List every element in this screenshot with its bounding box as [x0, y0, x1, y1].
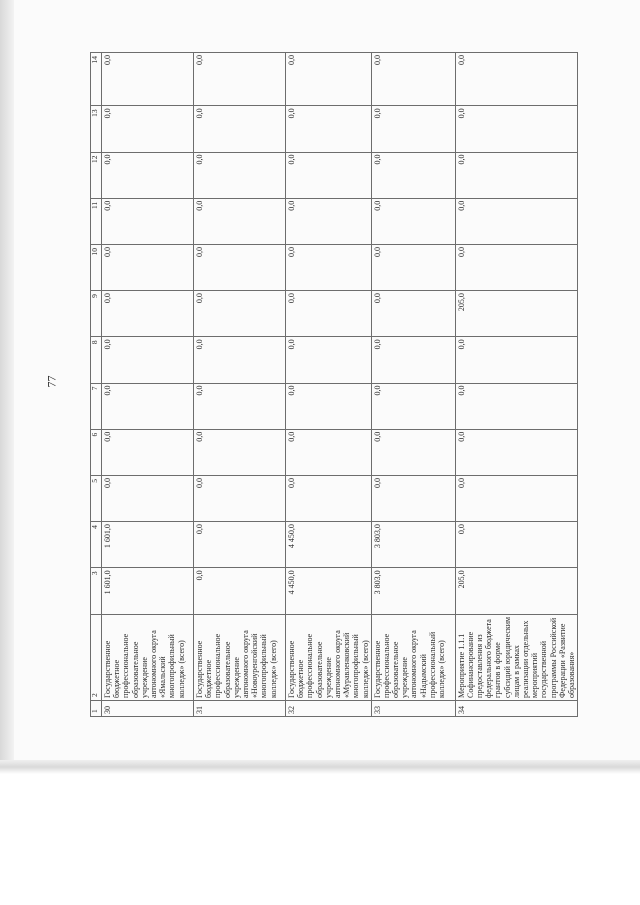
value-cell-col-11: 0,0 [102, 198, 194, 244]
value-cell-col-10: 0,0 [371, 244, 455, 290]
value-cell-col-8: 0,0 [371, 337, 455, 383]
value-cell-col-7: 0,0 [194, 383, 286, 429]
column-number-4: 4 [91, 522, 102, 568]
column-number-13: 13 [91, 106, 102, 152]
row-number: 30 [102, 700, 194, 716]
table-row [102, 53, 194, 717]
column-number-5: 5 [91, 475, 102, 521]
table-row [371, 53, 455, 717]
value-cell-col-4: 1 601,0 [102, 522, 194, 568]
value-cell-col-5: 0,0 [371, 475, 455, 521]
row-name: Государственное бюджетное профессиональное образовательное учреждение автономного округа «Муравленковский многопрофильный колледж» (всего) [286, 614, 372, 700]
value-cell-col-4: 0,0 [194, 522, 286, 568]
value-cell-col-3: 3 803,0 [371, 568, 455, 614]
value-cell-col-14: 0,0 [286, 53, 372, 106]
value-cell-col-7: 0,0 [371, 383, 455, 429]
table-row [194, 53, 286, 717]
value-cell-col-6: 0,0 [286, 429, 372, 475]
value-cell-col-9: 0,0 [102, 291, 194, 337]
value-cell-col-12: 0,0 [102, 152, 194, 198]
value-cell-col-9: 0,0 [371, 291, 455, 337]
value-cell-col-7: 0,0 [102, 383, 194, 429]
value-cell-col-10: 0,0 [455, 244, 577, 290]
row-number: 34 [455, 700, 577, 716]
value-cell-col-12: 0,0 [194, 152, 286, 198]
value-cell-col-9: 205,0 [455, 291, 577, 337]
value-cell-col-14: 0,0 [371, 53, 455, 106]
row-name: Государственное профессиональное образовательное учреждение автономного округа «Надымский профессиональный колледж» (всего) [371, 614, 455, 700]
column-number-1: 1 [91, 700, 102, 716]
value-cell-col-10: 0,0 [102, 244, 194, 290]
row-number: 32 [286, 700, 372, 716]
scan-left-edge-shadow [0, 0, 14, 770]
value-cell-col-5: 0,0 [286, 475, 372, 521]
value-cell-col-14: 0,0 [455, 53, 577, 106]
column-number-9: 9 [91, 291, 102, 337]
value-cell-col-5: 0,0 [455, 475, 577, 521]
value-cell-col-13: 0,0 [102, 106, 194, 152]
value-cell-col-13: 0,0 [194, 106, 286, 152]
value-cell-col-5: 0,0 [194, 475, 286, 521]
row-name: Государственное бюджетное профессиональное образовательное учреждение автономного округа «Ямальский многопрофильный колледж» (всего) [102, 614, 194, 700]
value-cell-col-12: 0,0 [286, 152, 372, 198]
column-number-8: 8 [91, 337, 102, 383]
column-number-3: 3 [91, 568, 102, 614]
value-cell-col-6: 0,0 [194, 429, 286, 475]
value-cell-col-12: 0,0 [455, 152, 577, 198]
budget-table-rotated [90, 55, 576, 717]
table-row [455, 53, 577, 717]
value-cell-col-10: 0,0 [286, 244, 372, 290]
column-number-14: 14 [91, 53, 102, 106]
value-cell-col-11: 0,0 [455, 198, 577, 244]
row-number: 31 [194, 700, 286, 716]
value-cell-col-8: 0,0 [102, 337, 194, 383]
column-number-6: 6 [91, 429, 102, 475]
value-cell-col-13: 0,0 [455, 106, 577, 152]
value-cell-col-12: 0,0 [371, 152, 455, 198]
value-cell-col-13: 0,0 [371, 106, 455, 152]
value-cell-col-3: 1 601,0 [102, 568, 194, 614]
value-cell-col-5: 0,0 [102, 475, 194, 521]
value-cell-col-13: 0,0 [286, 106, 372, 152]
scan-bottom-edge-shadow [0, 760, 640, 774]
column-number-12: 12 [91, 152, 102, 198]
value-cell-col-11: 0,0 [194, 198, 286, 244]
column-number-row [91, 53, 102, 717]
table-row [286, 53, 372, 717]
value-cell-col-14: 0,0 [102, 53, 194, 106]
row-number: 33 [371, 700, 455, 716]
value-cell-col-6: 0,0 [371, 429, 455, 475]
page-number: 77 [44, 375, 59, 388]
value-cell-col-9: 0,0 [286, 291, 372, 337]
budget-table [90, 52, 578, 717]
value-cell-col-11: 0,0 [286, 198, 372, 244]
value-cell-col-7: 0,0 [286, 383, 372, 429]
column-number-11: 11 [91, 198, 102, 244]
value-cell-col-8: 0,0 [286, 337, 372, 383]
value-cell-col-4: 3 803,0 [371, 522, 455, 568]
value-cell-col-6: 0,0 [455, 429, 577, 475]
column-number-10: 10 [91, 244, 102, 290]
value-cell-col-3: 205,0 [455, 568, 577, 614]
value-cell-col-14: 0,0 [194, 53, 286, 106]
value-cell-col-3: 0,0 [194, 568, 286, 614]
value-cell-col-10: 0,0 [194, 244, 286, 290]
row-name: Государственное бюджетное профессиональное образовательное учреждение автономного округа «Новоуренгойский многопрофильный колледж» (всего) [194, 614, 286, 700]
value-cell-col-6: 0,0 [102, 429, 194, 475]
row-name: Мероприятие 1.1.1 Софинансирование предоставления из федерального бюджета грантов в форме субсидий юридическим лицам в рамках реализации отдельных мероприятий государственной программы Российской Федерации «Развитие образования» [455, 614, 577, 700]
value-cell-col-8: 0,0 [194, 337, 286, 383]
value-cell-col-11: 0,0 [371, 198, 455, 244]
value-cell-col-9: 0,0 [194, 291, 286, 337]
value-cell-col-4: 0,0 [455, 522, 577, 568]
value-cell-col-3: 4 450,0 [286, 568, 372, 614]
value-cell-col-8: 0,0 [455, 337, 577, 383]
column-number-7: 7 [91, 383, 102, 429]
column-number-2: 2 [91, 614, 102, 700]
value-cell-col-4: 4 450,0 [286, 522, 372, 568]
value-cell-col-7: 0,0 [455, 383, 577, 429]
